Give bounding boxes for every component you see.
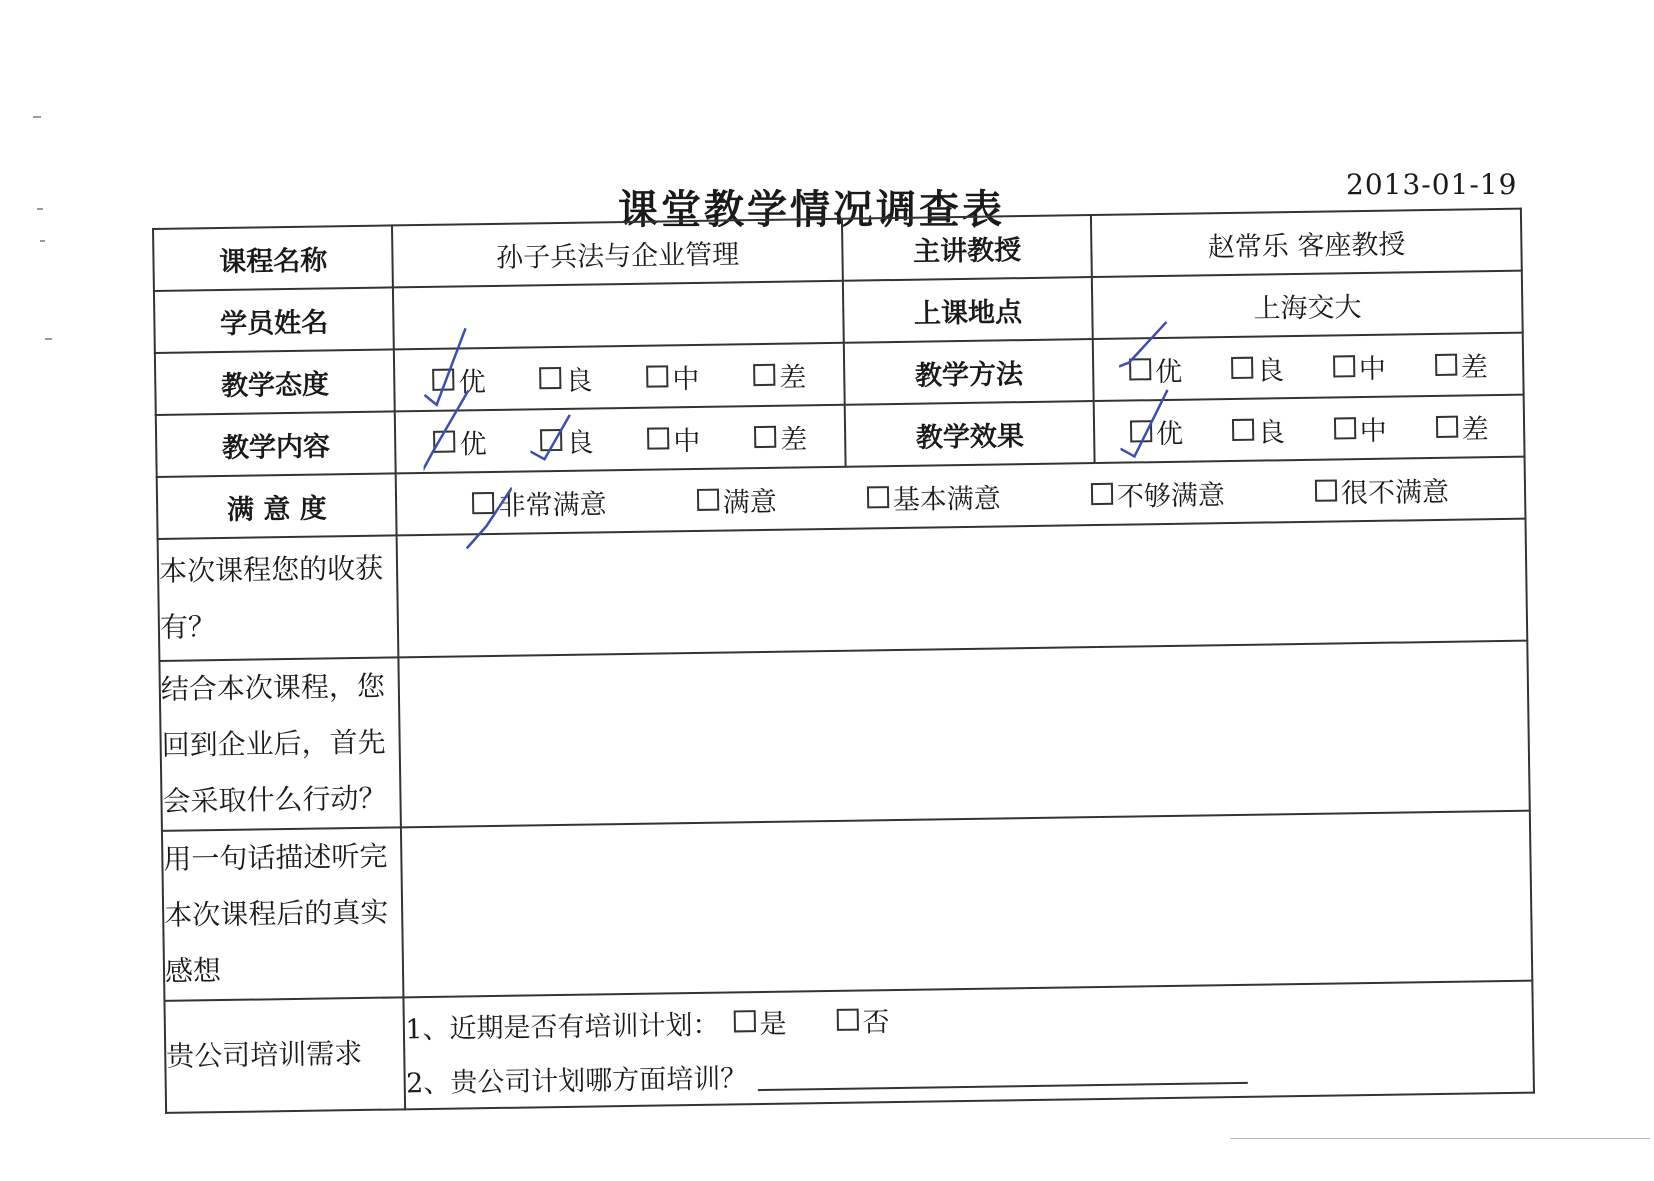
attitude-option-good[interactable]: 良 xyxy=(539,358,593,398)
checkbox[interactable] xyxy=(646,365,668,387)
checkbox[interactable] xyxy=(539,367,561,389)
checkbox[interactable] xyxy=(1091,483,1113,505)
scan-speck xyxy=(40,240,45,242)
location-value[interactable]: 上海交大 xyxy=(1092,271,1522,339)
training-plan-yes[interactable]: 是 xyxy=(733,1001,787,1041)
satisfaction-option-very-unsatisfied[interactable]: 很不满意 xyxy=(1315,469,1450,510)
page-title: 课堂教学情况调查表 xyxy=(618,187,1005,233)
content-option-fair[interactable]: 中 xyxy=(647,418,701,458)
checkbox[interactable] xyxy=(867,486,889,508)
checkbox[interactable] xyxy=(1232,419,1254,441)
course-name-label: 课程名称 xyxy=(153,225,393,291)
question-action-label: 结合本次课程，您回到企业后，首先会采取什么行动？ xyxy=(159,657,401,831)
method-label: 教学方法 xyxy=(844,339,1094,405)
content-option-excellent[interactable]: 优 xyxy=(433,422,487,462)
checkbox[interactable] xyxy=(733,1010,755,1032)
checkbox-checked[interactable] xyxy=(1130,420,1152,442)
attitude-label: 教学态度 xyxy=(155,349,395,415)
effect-option-good[interactable]: 良 xyxy=(1232,410,1286,450)
scan-speck xyxy=(33,116,41,118)
attitude-options xyxy=(394,343,844,412)
survey-table xyxy=(152,208,1535,1114)
effect-options xyxy=(1094,395,1524,463)
content-option-poor[interactable]: 差 xyxy=(754,417,808,457)
lecturer-value[interactable]: 赵常乐 客座教授 xyxy=(1091,209,1521,277)
effect-option-fair[interactable]: 中 xyxy=(1333,408,1387,448)
effect-option-excellent[interactable]: 优 xyxy=(1130,411,1184,451)
checkbox[interactable] xyxy=(1334,417,1356,439)
checkbox-checked[interactable] xyxy=(433,431,455,453)
question-gains-label: 本次课程您的收获有？ xyxy=(158,535,399,661)
scan-edge xyxy=(1230,1138,1650,1139)
table-row xyxy=(159,641,1529,831)
content-label: 教学内容 xyxy=(156,411,396,477)
checkbox[interactable] xyxy=(754,426,776,448)
training-needs-label: 贵公司培训需求 xyxy=(164,997,405,1113)
checkbox[interactable] xyxy=(1333,355,1355,377)
checkbox[interactable] xyxy=(1315,479,1337,501)
question-action-answer[interactable] xyxy=(399,641,1530,828)
table-row xyxy=(164,981,1534,1113)
question-gains-answer[interactable] xyxy=(397,519,1527,658)
satisfaction-label: 满 意 度 xyxy=(157,473,397,539)
effect-label: 教学效果 xyxy=(845,401,1095,467)
training-plan-no[interactable]: 否 xyxy=(836,1000,890,1040)
checkbox-checked[interactable] xyxy=(1129,358,1151,380)
satisfaction-option-very-satisfied[interactable]: 非常满意 xyxy=(472,482,607,523)
method-option-poor[interactable]: 差 xyxy=(1434,345,1488,385)
training-needs-content xyxy=(404,981,1534,1110)
method-options xyxy=(1093,333,1523,401)
training-plan-question: 1、近期是否有培训计划： 是 否 xyxy=(405,983,1532,1054)
attitude-option-excellent[interactable]: 优 xyxy=(432,360,486,400)
location-label: 上课地点 xyxy=(843,277,1093,343)
satisfaction-option-basically-satisfied[interactable]: 基本满意 xyxy=(866,476,1001,517)
table-row xyxy=(158,519,1528,661)
checkbox[interactable] xyxy=(1435,416,1457,438)
effect-option-poor[interactable]: 差 xyxy=(1435,407,1489,447)
satisfaction-option-not-satisfied[interactable]: 不够满意 xyxy=(1091,473,1226,514)
method-option-fair[interactable]: 中 xyxy=(1333,346,1387,386)
checkbox[interactable] xyxy=(753,364,775,386)
method-option-good[interactable]: 良 xyxy=(1231,348,1285,388)
training-area-field[interactable] xyxy=(757,1052,1247,1091)
checkbox[interactable] xyxy=(836,1009,858,1031)
student-name-label: 学员姓名 xyxy=(154,287,394,353)
scan-speck xyxy=(37,208,43,210)
training-area-question: 2、贵公司计划哪方面培训？ xyxy=(406,1037,1533,1108)
method-option-excellent[interactable]: 优 xyxy=(1129,349,1183,389)
course-name-value[interactable]: 孙子兵法与企业管理 xyxy=(392,219,842,288)
checkbox-checked[interactable] xyxy=(540,429,562,451)
table-row xyxy=(162,811,1532,1001)
question-feeling-label: 用一句话描述听完本次课程后的真实感想 xyxy=(162,827,404,1001)
survey-date: 2013-01-19 xyxy=(1346,168,1518,201)
checkbox-checked[interactable] xyxy=(472,492,494,514)
lecturer-label: 主讲教授 xyxy=(842,215,1092,281)
checkbox[interactable] xyxy=(697,489,719,511)
checkbox[interactable] xyxy=(1435,354,1457,376)
satisfaction-option-satisfied[interactable]: 满意 xyxy=(696,479,777,519)
attitude-option-fair[interactable]: 中 xyxy=(646,356,700,396)
checkbox-checked[interactable] xyxy=(432,369,454,391)
checkbox[interactable] xyxy=(647,427,669,449)
student-name-field[interactable] xyxy=(393,281,843,350)
content-option-good[interactable]: 良 xyxy=(540,420,594,460)
scan-speck xyxy=(45,338,52,340)
question-feeling-answer[interactable] xyxy=(401,811,1532,998)
checkbox[interactable] xyxy=(1231,357,1253,379)
content-options xyxy=(395,405,845,474)
attitude-option-poor[interactable]: 差 xyxy=(753,355,807,395)
